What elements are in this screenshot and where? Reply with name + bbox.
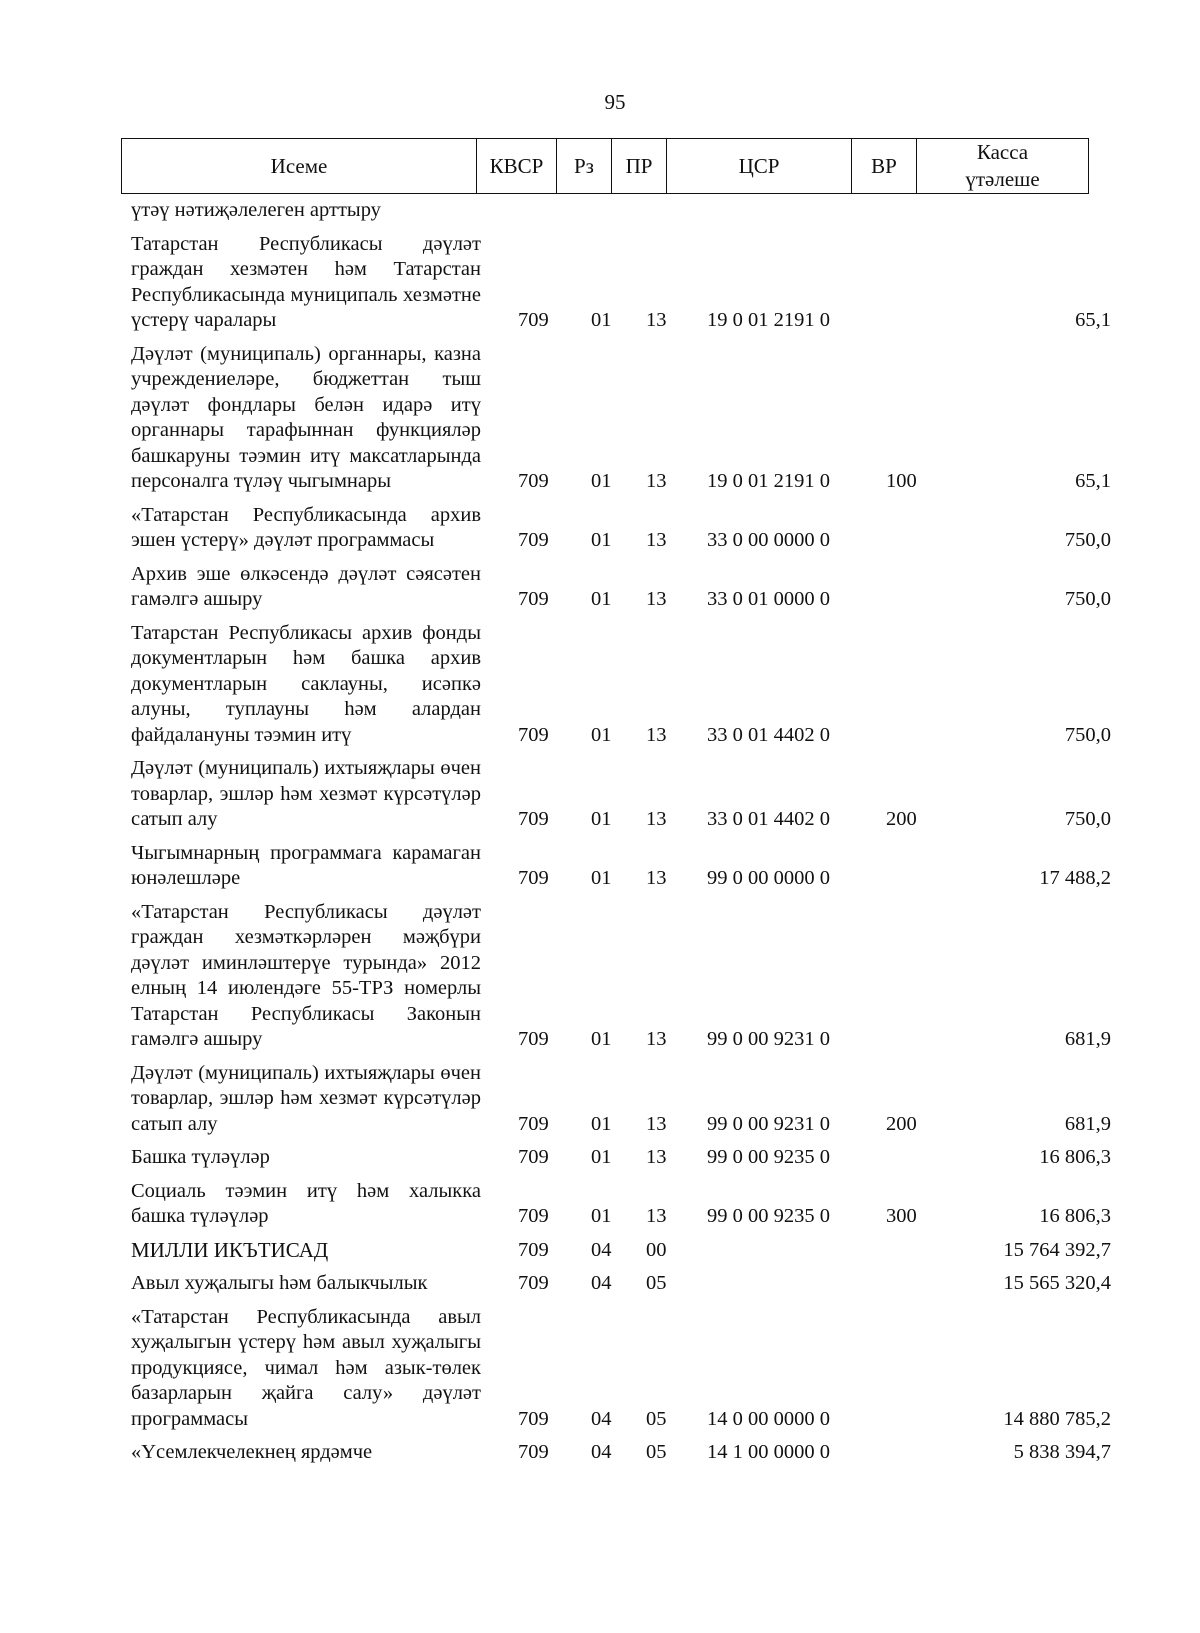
row-name: Дәүләт (муниципаль) ихтыяҗлары өчен товарлар, эшләр һәм хезмәт күрсәтүләр сатып алу [131,757,481,830]
row-name: Татарстан Республикасы дәүләт граждан хезмәтен һәм Татарстан Республикасында муниципаль хезмәтне үстерү чаралары [131,232,481,331]
row-kassa: 15 565 320,4 [1003,1272,1111,1294]
row-kvsr: 709 [518,723,549,746]
row-vr: 200 [886,1112,917,1135]
row-kvsr: 709 [518,1028,549,1050]
row-vr: 300 [886,1205,917,1227]
row-pr: 13 [646,1028,667,1050]
table-header [121,138,1089,194]
row-kassa: 17 488,2 [1039,867,1111,889]
table-row [131,621,1111,749]
row-kvsr: 709 [518,1146,549,1168]
table-row [131,342,1111,495]
row-name: «Татарстан Республикасы дәүләт граждан хезмәткәрләрен мәҗбүри дәүләт иминләштерүе турында» 2012 елның 14 июлендәге 55-ТРЗ номерлы Татарстан Республикасы Законын гамәлгә ашыру [131,900,481,1050]
row-rz: 04 [591,1272,612,1294]
row-rz: 01 [591,1146,612,1168]
row-pr: 13 [646,529,667,551]
header-vr: ВР [852,139,917,194]
row-name: Социаль тәэмин итү һәм халыкка башка түләүләр [131,1179,481,1227]
header-kvsr: КВСР [477,139,557,194]
row-csr: 19 0 01 2191 0 [707,470,830,492]
row-name: Чыгымнарның программага карамаган юнәлешләре [131,841,481,889]
table-row [131,1061,1111,1138]
row-csr: 99 0 00 9235 0 [707,1205,830,1227]
row-rz: 01 [591,723,612,746]
table-row [131,1305,1111,1433]
row-pr: 13 [646,588,667,610]
row-csr: 33 0 01 4402 0 [707,808,830,830]
row-kvsr: 709 [518,1272,549,1294]
row-name: Дәүләт (муниципаль) органнары, казна учреждениеләре, бюджеттан тыш дәүләт фондлары белән идарә итү органнары тарафыннан функцияләр башкаруны тәэмин итү максатларында персоналга түләү чыгымнары [131,342,481,492]
row-kvsr: 709 [518,529,549,551]
row-kvsr: 709 [518,1441,549,1463]
table-row [131,1271,1111,1297]
row-kassa: 750,0 [1064,588,1111,610]
table-row [131,756,1111,833]
row-kvsr: 709 [518,1238,549,1261]
row-pr: 05 [646,1407,667,1430]
row-pr: 13 [646,723,667,746]
row-kvsr: 709 [518,309,549,331]
header-name: Исеме [122,139,477,194]
row-csr: 99 0 00 9231 0 [707,1028,830,1050]
row-csr: 99 0 00 9235 0 [707,1146,830,1168]
row-kassa: 750,0 [1064,723,1111,746]
row-kvsr: 709 [518,867,549,889]
row-rz: 01 [591,588,612,610]
header-kassa-line1: Касса [976,140,1029,164]
row-rz: 01 [591,529,612,551]
row-csr: 33 0 01 4402 0 [707,723,830,746]
row-rz: 01 [591,470,612,492]
row-csr: 33 0 01 0000 0 [707,588,830,610]
header-kassa-line2: үтәлеше [965,167,1040,191]
row-kassa: 15 764 392,7 [1003,1238,1111,1261]
row-rz: 04 [591,1407,612,1430]
row-rz: 01 [591,867,612,889]
table-row [131,198,1111,224]
row-csr: 99 0 00 0000 0 [707,867,830,889]
row-name: Архив эше өлкәсендә дәүләт сәясәтен гамәлгә ашыру [131,562,481,610]
row-rz: 04 [591,1238,612,1261]
row-name: үтәү нәтиҗәлелеген арттыру [131,199,381,221]
row-kassa: 14 880 785,2 [1003,1407,1111,1430]
row-pr: 13 [646,309,667,331]
row-name: Башка түләүләр [131,1146,270,1168]
table-row [131,562,1111,613]
row-pr: 13 [646,867,667,889]
table-row [131,1238,1111,1264]
row-kvsr: 709 [518,1205,549,1227]
table-row [131,900,1111,1053]
row-csr: 33 0 00 0000 0 [707,529,830,551]
row-kassa: 5 838 394,7 [1013,1441,1111,1463]
row-name: «Татарстан Республикасында архив эшен үстерү» дәүләт программасы [131,503,481,551]
row-name: «Үсемлекчелекнең ярдәмче [131,1441,373,1463]
row-csr: 14 1 00 0000 0 [707,1441,830,1463]
row-rz: 01 [591,1112,612,1135]
table-row [131,841,1111,892]
row-csr: 19 0 01 2191 0 [707,309,830,331]
row-kvsr: 709 [518,1407,549,1430]
row-pr: 00 [646,1238,667,1261]
row-rz: 01 [591,808,612,830]
row-kassa: 16 806,3 [1039,1205,1111,1227]
row-rz: 01 [591,1205,612,1227]
row-kassa: 681,9 [1064,1028,1111,1050]
row-kassa: 16 806,3 [1039,1146,1111,1168]
row-name: «Татарстан Республикасында авыл хуҗалыгын үстерү һәм авыл хуҗалыгы продукциясе, чимал һәм азык-төлек базарларын җайга салу» дәүләт программасы [131,1305,481,1430]
row-kassa: 750,0 [1064,808,1111,830]
table-row [131,232,1111,334]
header-rz: Рз [557,139,612,194]
page-number: 95 [604,90,626,114]
row-name: Татарстан Республикасы архив фонды документларын һәм башка архив документларын саклауны, исәпкә алуны, туплауны һәм алардан файдалануны тәэмин итү [131,621,481,746]
row-kassa: 65,1 [1075,470,1111,492]
row-vr: 200 [886,808,917,830]
row-pr: 13 [646,1205,667,1227]
row-pr: 05 [646,1272,667,1294]
table-body [131,198,1111,1474]
row-pr: 13 [646,808,667,830]
row-name: Дәүләт (муниципаль) ихтыяҗлары өчен товарлар, эшләр һәм хезмәт күрсәтүләр сатып алу [131,1061,481,1135]
row-kvsr: 709 [518,1112,549,1135]
row-pr: 13 [646,1112,667,1135]
row-kassa: 750,0 [1064,529,1111,551]
row-kassa: 681,9 [1064,1112,1111,1135]
row-kvsr: 709 [518,470,549,492]
row-csr: 99 0 00 9231 0 [707,1112,830,1135]
row-name: МИЛЛИ ИКЪТИСАД [131,1237,329,1262]
row-rz: 01 [591,1028,612,1050]
row-pr: 05 [646,1441,667,1463]
row-name: Авыл хуҗалыгы һәм балыкчылык [131,1272,428,1294]
row-pr: 13 [646,470,667,492]
row-rz: 01 [591,309,612,331]
table-row [131,503,1111,554]
table-row [131,1179,1111,1230]
table-row [131,1145,1111,1171]
row-kassa: 65,1 [1075,309,1111,331]
header-kassa [917,139,1089,194]
row-vr: 100 [886,470,917,492]
table-row [131,1440,1111,1466]
header-csr: ЦСР [667,139,852,194]
row-pr: 13 [646,1146,667,1168]
row-kvsr: 709 [518,808,549,830]
row-csr: 14 0 00 0000 0 [707,1407,830,1430]
row-rz: 04 [591,1441,612,1463]
row-kvsr: 709 [518,588,549,610]
header-pr: ПР [612,139,667,194]
